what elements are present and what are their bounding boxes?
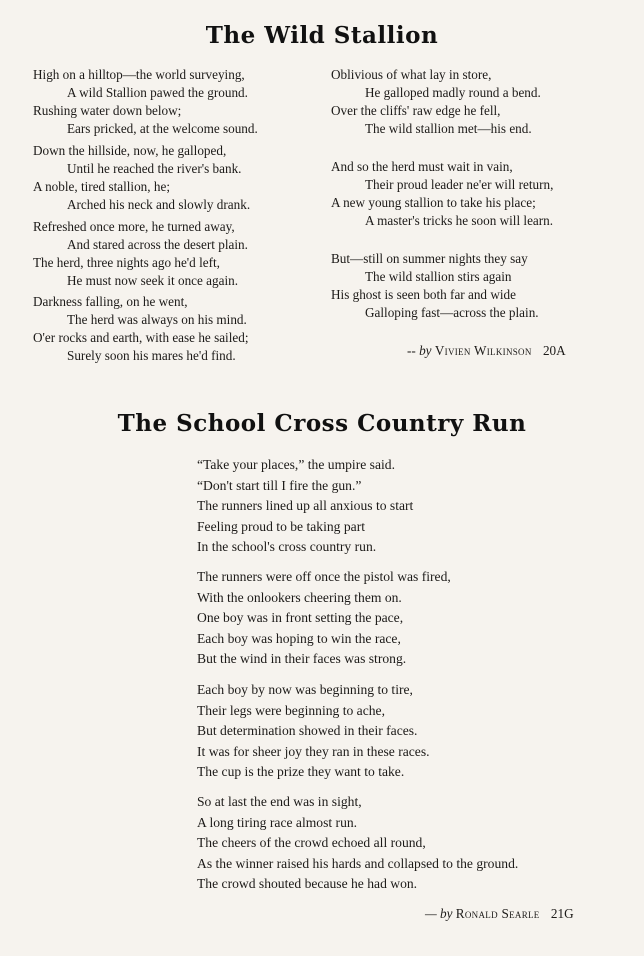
signature-form: 20A (542, 343, 566, 358)
poem-line: A master's tricks he soon will learn. (365, 213, 554, 228)
poem-line: Until he reached the river's bank. (67, 161, 242, 176)
poem-line: High on a hilltop—the world surveying, (33, 67, 245, 82)
poem-line: The runners were off once the pistol was fired, (197, 569, 451, 584)
poem-line: Refreshed once more, he turned away, (33, 219, 235, 234)
poem-line: The wild stallion stirs again (365, 269, 512, 284)
stallion-stanza-5 (331, 66, 541, 138)
signature-author: Vivien Wilkinson (434, 343, 532, 358)
poem-line: Ears pricked, at the welcome sound. (67, 121, 258, 136)
poem-line: Feeling proud to be taking part (197, 518, 365, 534)
poem-line: O'er rocks and earth, with ease he sailed; (33, 330, 249, 345)
poem-line: And so the herd must wait in vain, (331, 159, 513, 174)
signature-prefix: -- by (407, 343, 432, 358)
poem-line: And stared across the desert plain. (67, 237, 248, 252)
run-stanza-3 (197, 680, 430, 783)
poem-line: Their proud leader ne'er will return, (365, 177, 554, 192)
stallion-signature (407, 343, 566, 359)
poem-line: A long tiring race almost run. (197, 814, 358, 830)
poem-title-cross-country: The School Cross Country Run (117, 410, 527, 437)
stallion-stanza-6 (331, 158, 553, 230)
run-stanza-1 (197, 455, 413, 558)
poem-line: The runners lined up all anxious to start (197, 498, 414, 513)
poem-line: It was for sheer joy they ran in these races. (197, 743, 430, 759)
signature-author: Ronald Searle (455, 906, 540, 921)
poem-line: But determination showed in their faces. (197, 723, 418, 738)
poem-line: Each boy was hoping to win the race, (197, 630, 401, 646)
stallion-stanza-4 (33, 293, 249, 365)
poem-line: A noble, tired stallion, he; (33, 179, 170, 194)
run-stanza-2 (197, 567, 451, 670)
poem-line: His ghost is seen both far and wide (331, 287, 516, 302)
stallion-stanza-3 (33, 218, 248, 290)
poem-line: Surely soon his mares he'd find. (67, 348, 236, 363)
poem-line: So at last the end was in sight, (197, 794, 362, 809)
signature-form: 21G (550, 906, 574, 921)
stallion-stanza-2 (33, 142, 250, 214)
run-stanza-4 (197, 792, 518, 895)
poem-line: Darkness falling, on he went, (33, 294, 188, 309)
signature-prefix: — by (425, 906, 453, 921)
poem-line: The cheers of the crowd echoed all round, (197, 835, 426, 850)
poem-line: Over the cliffs' raw edge he fell, (331, 103, 501, 118)
poem-line: A new young stallion to take his place; (331, 195, 536, 210)
poem-line: But the wind in their faces was strong. (197, 651, 407, 666)
poem-line: Oblivious of what lay in store, (331, 67, 492, 82)
poem-line: In the school's cross country run. (197, 539, 377, 554)
stallion-stanza-1 (33, 66, 258, 138)
poem-line: The herd was always on his mind. (67, 312, 247, 327)
poem-line: Arched his neck and slowly drank. (67, 197, 251, 212)
poem-line: Each boy by now was beginning to tire, (197, 682, 413, 697)
poem-line: The cup is the prize they want to take. (197, 764, 405, 779)
poem-line: With the onlookers cheering them on. (197, 589, 402, 605)
poem-line: As the winner raised his hards and collapsed to the ground. (197, 855, 519, 871)
run-signature (425, 906, 574, 922)
poem-line: A wild Stallion pawed the ground. (67, 85, 248, 100)
poem-line: One boy was in front setting the pace, (197, 610, 404, 625)
poem-title-wild-stallion: The Wild Stallion (205, 22, 439, 49)
poem-line: Rushing water down below; (33, 103, 182, 118)
poem-line: The herd, three nights ago he'd left, (33, 255, 220, 270)
poem-line: “Take your places,” the umpire said. (197, 457, 395, 472)
poem-line: The wild stallion met—his end. (365, 121, 532, 136)
poem-line: He galloped madly round a bend. (365, 85, 541, 100)
poem-line: Down the hillside, now, he galloped, (33, 143, 227, 158)
poem-line: “Don't start till I fire the gun.” (197, 477, 362, 493)
poem-line: Galloping fast—across the plain. (365, 305, 539, 320)
poem-line: But—still on summer nights they say (331, 251, 528, 266)
poem-line: Their legs were beginning to ache, (197, 702, 385, 718)
stallion-stanza-7 (331, 250, 539, 322)
poem-line: He must now seek it once again. (67, 273, 239, 288)
poem-line: The crowd shouted because he had won. (197, 876, 418, 891)
